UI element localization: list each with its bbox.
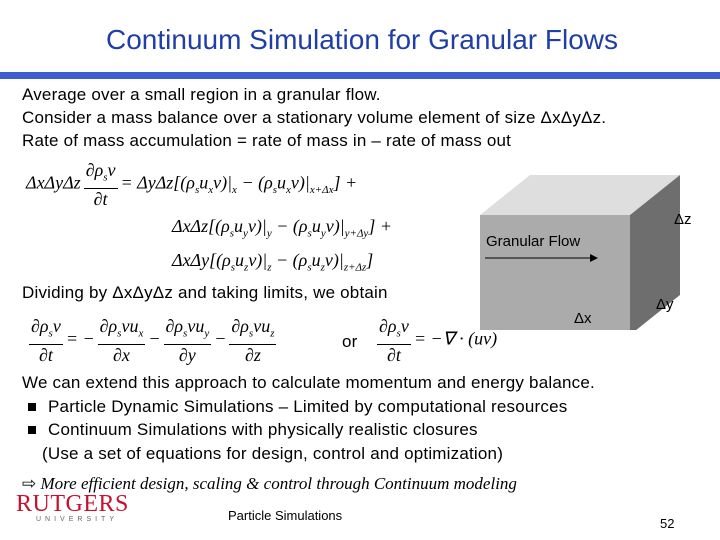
square-bullet-icon	[28, 426, 36, 434]
conclusion-text: We can extend this approach to calculate momentum and energy balance.	[22, 373, 595, 392]
bullet-item	[26, 419, 478, 441]
mass-balance-equation-line-2: $\Delta x\Delta z[(\rho_su_yv)|_y - (\rho_su_yv)|_{y+\Delta y}]$ +	[172, 216, 392, 240]
intro-line-2: Consider a mass balance over a stationary volume element of size ΔxΔyΔz.	[22, 108, 607, 127]
title-divider	[0, 72, 720, 79]
logo-subtext: UNIVERSITY	[36, 516, 119, 523]
square-bullet-icon	[28, 403, 36, 411]
bullet-text: Continuum Simulations with physically realistic closures	[48, 420, 478, 439]
dx-label: Δx	[574, 310, 592, 327]
dz-label: Δz	[674, 211, 692, 228]
italic-note-text: More efficient design, scaling & control through Continuum modeling	[40, 474, 517, 493]
intro-line-3: Rate of mass accumulation = rate of mass in – rate of mass out	[22, 131, 512, 150]
slide-title: Continuum Simulation for Granular Flows	[106, 24, 618, 55]
dividing-text: Dividing by ΔxΔyΔz and taking limits, we obtain	[22, 283, 388, 302]
page-number: 52	[660, 516, 675, 531]
bullet-text: Particle Dynamic Simulations – Limited by computational resources	[48, 397, 568, 416]
mass-balance-equation-line-1: ΔxΔyΔz $\frac{\partial\rho_sv}{\partial t}$ = $\Delta y\Delta z[(\rho_su_xv)|_x - (\rho_su_xv)|_{x+\Delta x}]$ +	[26, 160, 358, 209]
bullet-item	[26, 396, 567, 418]
granular-flow-label: Granular Flow	[486, 233, 581, 250]
hollow-arrow-icon: ⇨	[22, 474, 37, 493]
continuity-equation-vector-form: $\frac{\partial\rho_sv}{\partial t}$ = −∇ · (uv)	[379, 316, 498, 365]
footer-caption: Particle Simulations	[228, 508, 343, 523]
mass-balance-equation-line-3: $\Delta x\Delta y[(\rho_su_zv)|_z - (\rho_su_zv)|_{z+\Delta z}]$	[172, 250, 374, 274]
bullet-note: (Use a set of equations for design, control and optimization)	[42, 444, 504, 463]
continuity-equation: $\frac{\partial\rho_sv}{\partial t}$ = − $\frac{\partial\rho_svu_x}{\partial x}$ − $\frac{\partial\rho_svu_y}{\partial y}$ − $\frac{\partial\rho_svu_z}{\partial z}$	[31, 316, 275, 365]
intro-line-1: Average over a small region in a granular flow.	[22, 85, 381, 104]
or-label: or	[342, 332, 358, 351]
logo-wordmark: RUTGERS	[16, 491, 129, 517]
dy-label: Δy	[656, 296, 674, 313]
rutgers-logo	[16, 492, 129, 523]
